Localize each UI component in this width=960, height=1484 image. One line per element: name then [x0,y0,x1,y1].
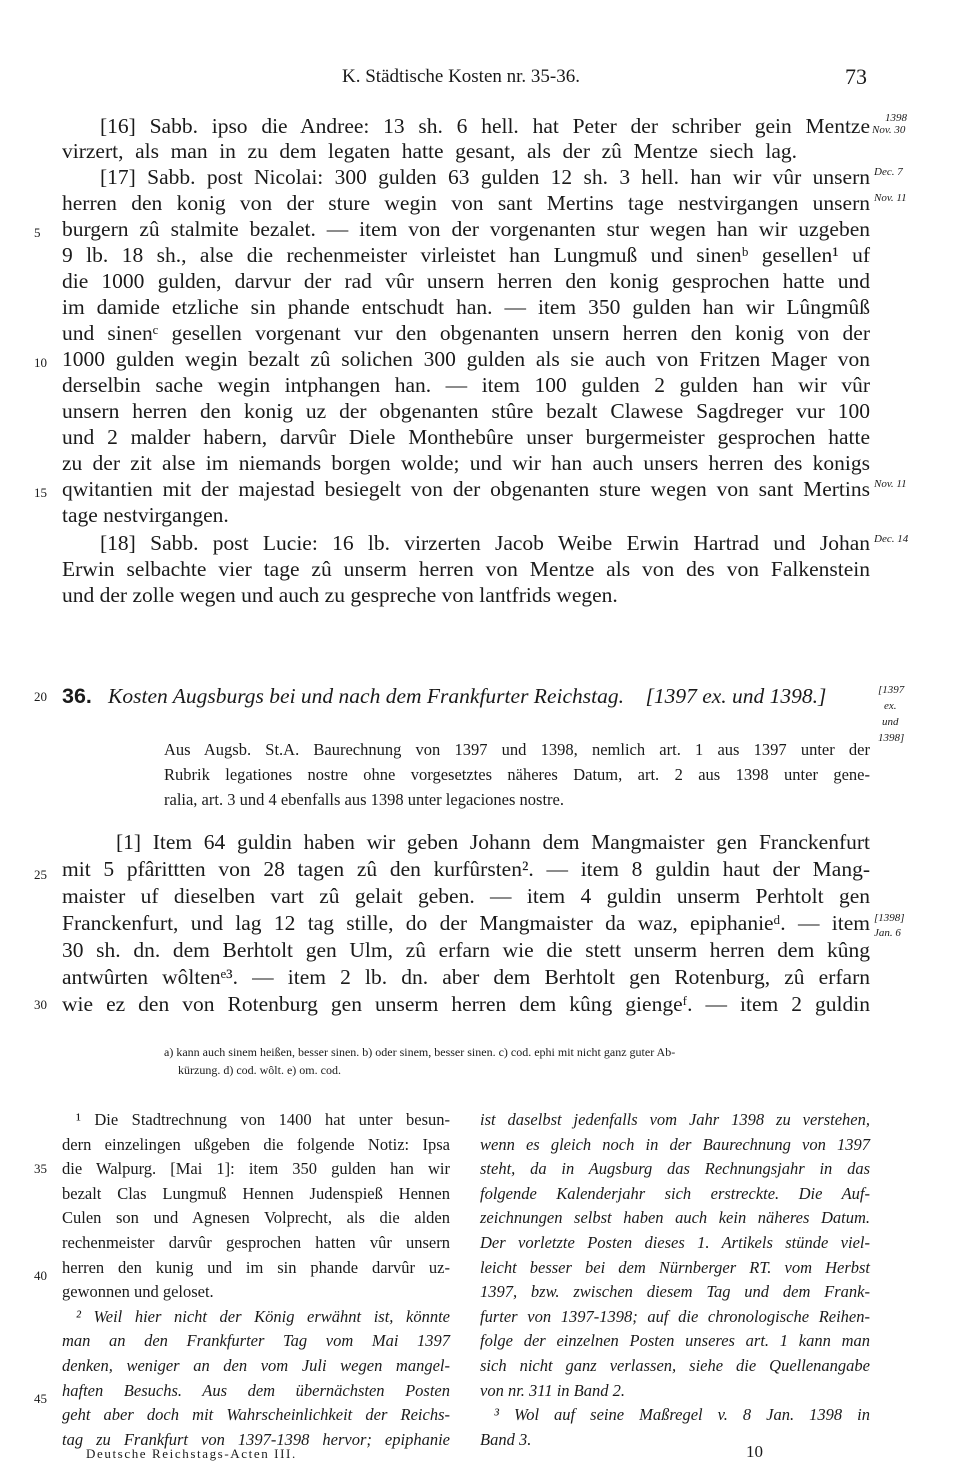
text-line: unsern herren den konig uz der obgenanten stûre bezalt Clawese Sagdreger vur 100 [62,399,870,423]
text-line: und der zolle wegen und auch zu gespreche von lantfrids wegen. [62,583,618,607]
source-note: Rubrik legationes nostre ohne vorgesetztes näheres Datum, art. 2 aus 1398 unter gene- [164,765,870,784]
running-title: K. Städtische Kosten nr. 35-36. [342,66,581,87]
text-line: derselbin sache wegin intphangen han. — item 100 gulden 2 gulden han wir vûr [62,373,870,397]
footnote-line: Culen son und Agnesen Volprecht, als die alden [62,1208,450,1228]
line-number: 10 [34,355,47,370]
text-line: herren den konig von der sture wegin von sant Mertins tage nestvirgangen unsern [62,191,870,215]
line-number: 15 [34,485,47,500]
footnote-line: leicht besser bei dem Nürnberger RT. vom Herbst [480,1257,870,1277]
margin-date: Dec. 7 [874,166,903,178]
footnote-line: sich nicht ganz verlassen, siehe die Quellenangabe [480,1355,870,1375]
text-line: [16] Sabb. ipso die Andree: 13 sh. 6 hell. hat Peter der schriber gein Mentze [100,114,870,138]
margin-date: Nov. 11 [874,478,907,490]
line-number: 40 [34,1268,47,1283]
margin-date: Nov. 11 [874,192,907,204]
text-line: wie ez den von Rotenburg gen unserm herren dem kûng giengeᶠ. — item 2 guldin [62,992,870,1016]
variant-note-line: kürzung. d) cod. wôlt. e) om. cod. [178,1063,341,1077]
source-note: ralia, art. 3 und 4 ebenfalls aus 1398 unter legaciones nostre. [164,790,564,809]
text-line: virzert, als man in zu dem legaten hatte gesant, als der zû Mentze siech lag. [62,139,797,163]
footnote-line: ist daselbst jedenfalls vom Jahr 1398 zu verstehen, [480,1110,870,1129]
margin-date: ex. [884,700,897,712]
text-line: maister uf dieselben vart zû gelait geben. — item 4 guldin unserm Perhtolt gen [62,884,870,908]
text-line: und 2 malder habern, darvûr Diele Monthebûre unser burgermeister gesprochen hatte [62,425,870,449]
text-line: [1] Item 64 guldin haben wir geben Johann dem Mangmaister gen Franckenfurt [116,830,870,854]
footnote-line: ³ Wol auf seine Maßregel v. 8 Jan. 1398 in [494,1405,870,1425]
margin-date: Dec. 14 [874,533,909,545]
footer-signature-number: 10 [746,1442,763,1461]
margin-date: und [882,716,899,728]
line-number: 20 [34,689,47,704]
text-line: antwûrten wôltenᵉ³. — item 2 lb. dn. aber dem Berhtolt gen Rotenburg, zû erfarn [62,965,870,989]
text-line: 30 sh. dn. dem Berhtolt gen Ulm, zû erfarn wie die stett unserm herren dem kûng [62,938,870,962]
footnotes-left [62,1108,450,1452]
variant-note-line: a) kann auch sinem heißen, besser sinen. b) oder sinem, besser sinen. c) cod. ephi mit nicht ganz guter Ab- [164,1045,676,1059]
footnote-line: gewonnen und geloset. [62,1282,214,1302]
footnote-line: folge der einzelnen Posten unseres art. 1 kann man [480,1331,870,1351]
footnote-line: furter von 1397-1398; auf die chronologische Reihen- [480,1306,870,1326]
text-line: [18] Sabb. post Lucie: 16 lb. virzerten Jacob Weibe Erwin Hartrad und Johan [100,531,870,555]
variant-notes [164,1043,870,1079]
document-title: Kosten Augsburgs bei und nach dem Frankfurter Reichstag. [108,684,624,708]
page-number: 73 [845,64,867,89]
footnote-line: zeichnungen selbst haben auch kein näheres Datum. [480,1208,870,1228]
margin-date: [1398] [874,912,905,924]
line-number: 45 [34,1391,47,1406]
document-date: [1397 ex. und 1398.] [645,684,827,708]
footnote-line: Der vorletzte Posten dieses 1. Artikels stünde viel- [480,1232,870,1252]
text-line: die 1000 gulden, darvur der rad vûr unsern herren den konig gesprochen hatte und [62,269,870,293]
footnote-line: steht, da in Augsburg das Rechnungsjahr in das [480,1159,870,1179]
text-line: und sinenᶜ gesellen vorgenant vur den obgenanten unsern herren den konig von der [62,321,870,345]
margin-date: Nov. 30 [872,124,906,136]
footnote-line: man an den Frankfurter Tag vom Mai 1397 [62,1331,450,1351]
footnote-line: herren den kunig und im sin phande darvûr uz- [62,1257,450,1277]
footnote-line: wenn es gleich noch in der Baurechnung von 1397 [480,1134,870,1154]
footnote-line: dern einzelingen ußgeben die folgende Notiz: Ipsa [62,1134,450,1154]
footnote-line: bezalt Clas Lungmuß Hennen Judenspieß Hennen [62,1183,450,1203]
footnote-line: folgende Kalenderjahr sich erstreckte. Die Auf- [480,1183,870,1203]
footnote-line: ² Weil hier nicht der König erwähnt ist, könnte [76,1306,450,1326]
line-number: 30 [34,997,47,1012]
margin-date: Jan. 6 [874,927,901,939]
document-heading [62,684,870,709]
footnotes-right [480,1108,870,1452]
footnote-line: die Walpurg. [Mai 1]: item 350 gulden han wir [62,1159,450,1179]
margin-date: 1398 [885,112,907,124]
text-line: [17] Sabb. post Nicolai: 300 gulden 63 gulden 12 sh. 3 hell. han wir vûr unsern [100,165,870,189]
text-line: 9 lb. 18 sh., alse die rechenmeister virleistet han Lungmuß und sinenᵇ gesellen¹ uf [62,243,870,267]
footnote-line: tag zu Frankfurt von 1397-1398 hervor; epiphanie [62,1429,450,1449]
footnote-line: ¹ Die Stadtrechnung von 1400 hat unter besun- [76,1110,450,1129]
text-line: burgern zû stalmite bezalet. — item von der vorgenanten stur wegen han wir uzgeben [62,217,870,241]
text-line: zu der zit alse im niemands borgen wolde; und wir han auch unsers herren des konigs [62,451,870,475]
margin-date: 1398] [878,732,905,744]
text-line: 1000 gulden wegin bezalt zû solichen 300 gulden als sie auch von Fritzen Mager von [62,347,870,371]
footnote-line: denken, weniger an den vom Juli wegen mangel- [62,1355,450,1375]
footnote-line: 1397, bzw. zwischen diesem Tag und dem Frank- [480,1282,870,1302]
text-line: im damide etzliche sin phande entschudt han. — item 350 gulden han wir Lûngmûß [62,295,870,319]
text-line: qwitantien mit der majestad besiegelt von der obgenanten sture wegen von sant Mertins [62,477,870,501]
text-line: Franckenfurt, und lag 12 tag stille, do der Mangmaister da waz, epiphanieᵈ. — item [62,911,870,935]
text-line: tage nestvirgangen. [62,503,229,527]
footnote-line: von nr. 311 in Band 2. [480,1380,625,1400]
page-header [0,66,960,96]
text-line: Erwin selbachte vier tage zû unserm herren von Mentze als von des von Falkenstein [62,557,870,581]
source-note: Aus Augsb. St.A. Baurechnung von 1397 und 1398, nemlich art. 1 aus 1397 unter der [164,740,870,759]
text-line: mit 5 pfârittten von 28 tagen zû den kurfûrsten². — item 8 guldin haut der Mang- [62,857,870,881]
footnote-line: Band 3. [480,1429,532,1449]
line-number: 25 [34,867,47,882]
footnote-line: rechenmeister darvûr gesprochen hatten vûr unsern [62,1232,450,1252]
margin-date: [1397 [878,684,905,696]
line-number: 35 [34,1161,47,1176]
footnote-line: geht aber doch mit Wahrscheinlichkeit der Reichs- [62,1405,450,1425]
footer-series-title: Deutsche Reichstags-Acten III. [86,1446,297,1461]
footnote-line: haften Besuchs. Aus dem übernächsten Posten [62,1380,450,1400]
document-number: 36. [62,684,92,708]
line-number: 5 [34,225,41,240]
